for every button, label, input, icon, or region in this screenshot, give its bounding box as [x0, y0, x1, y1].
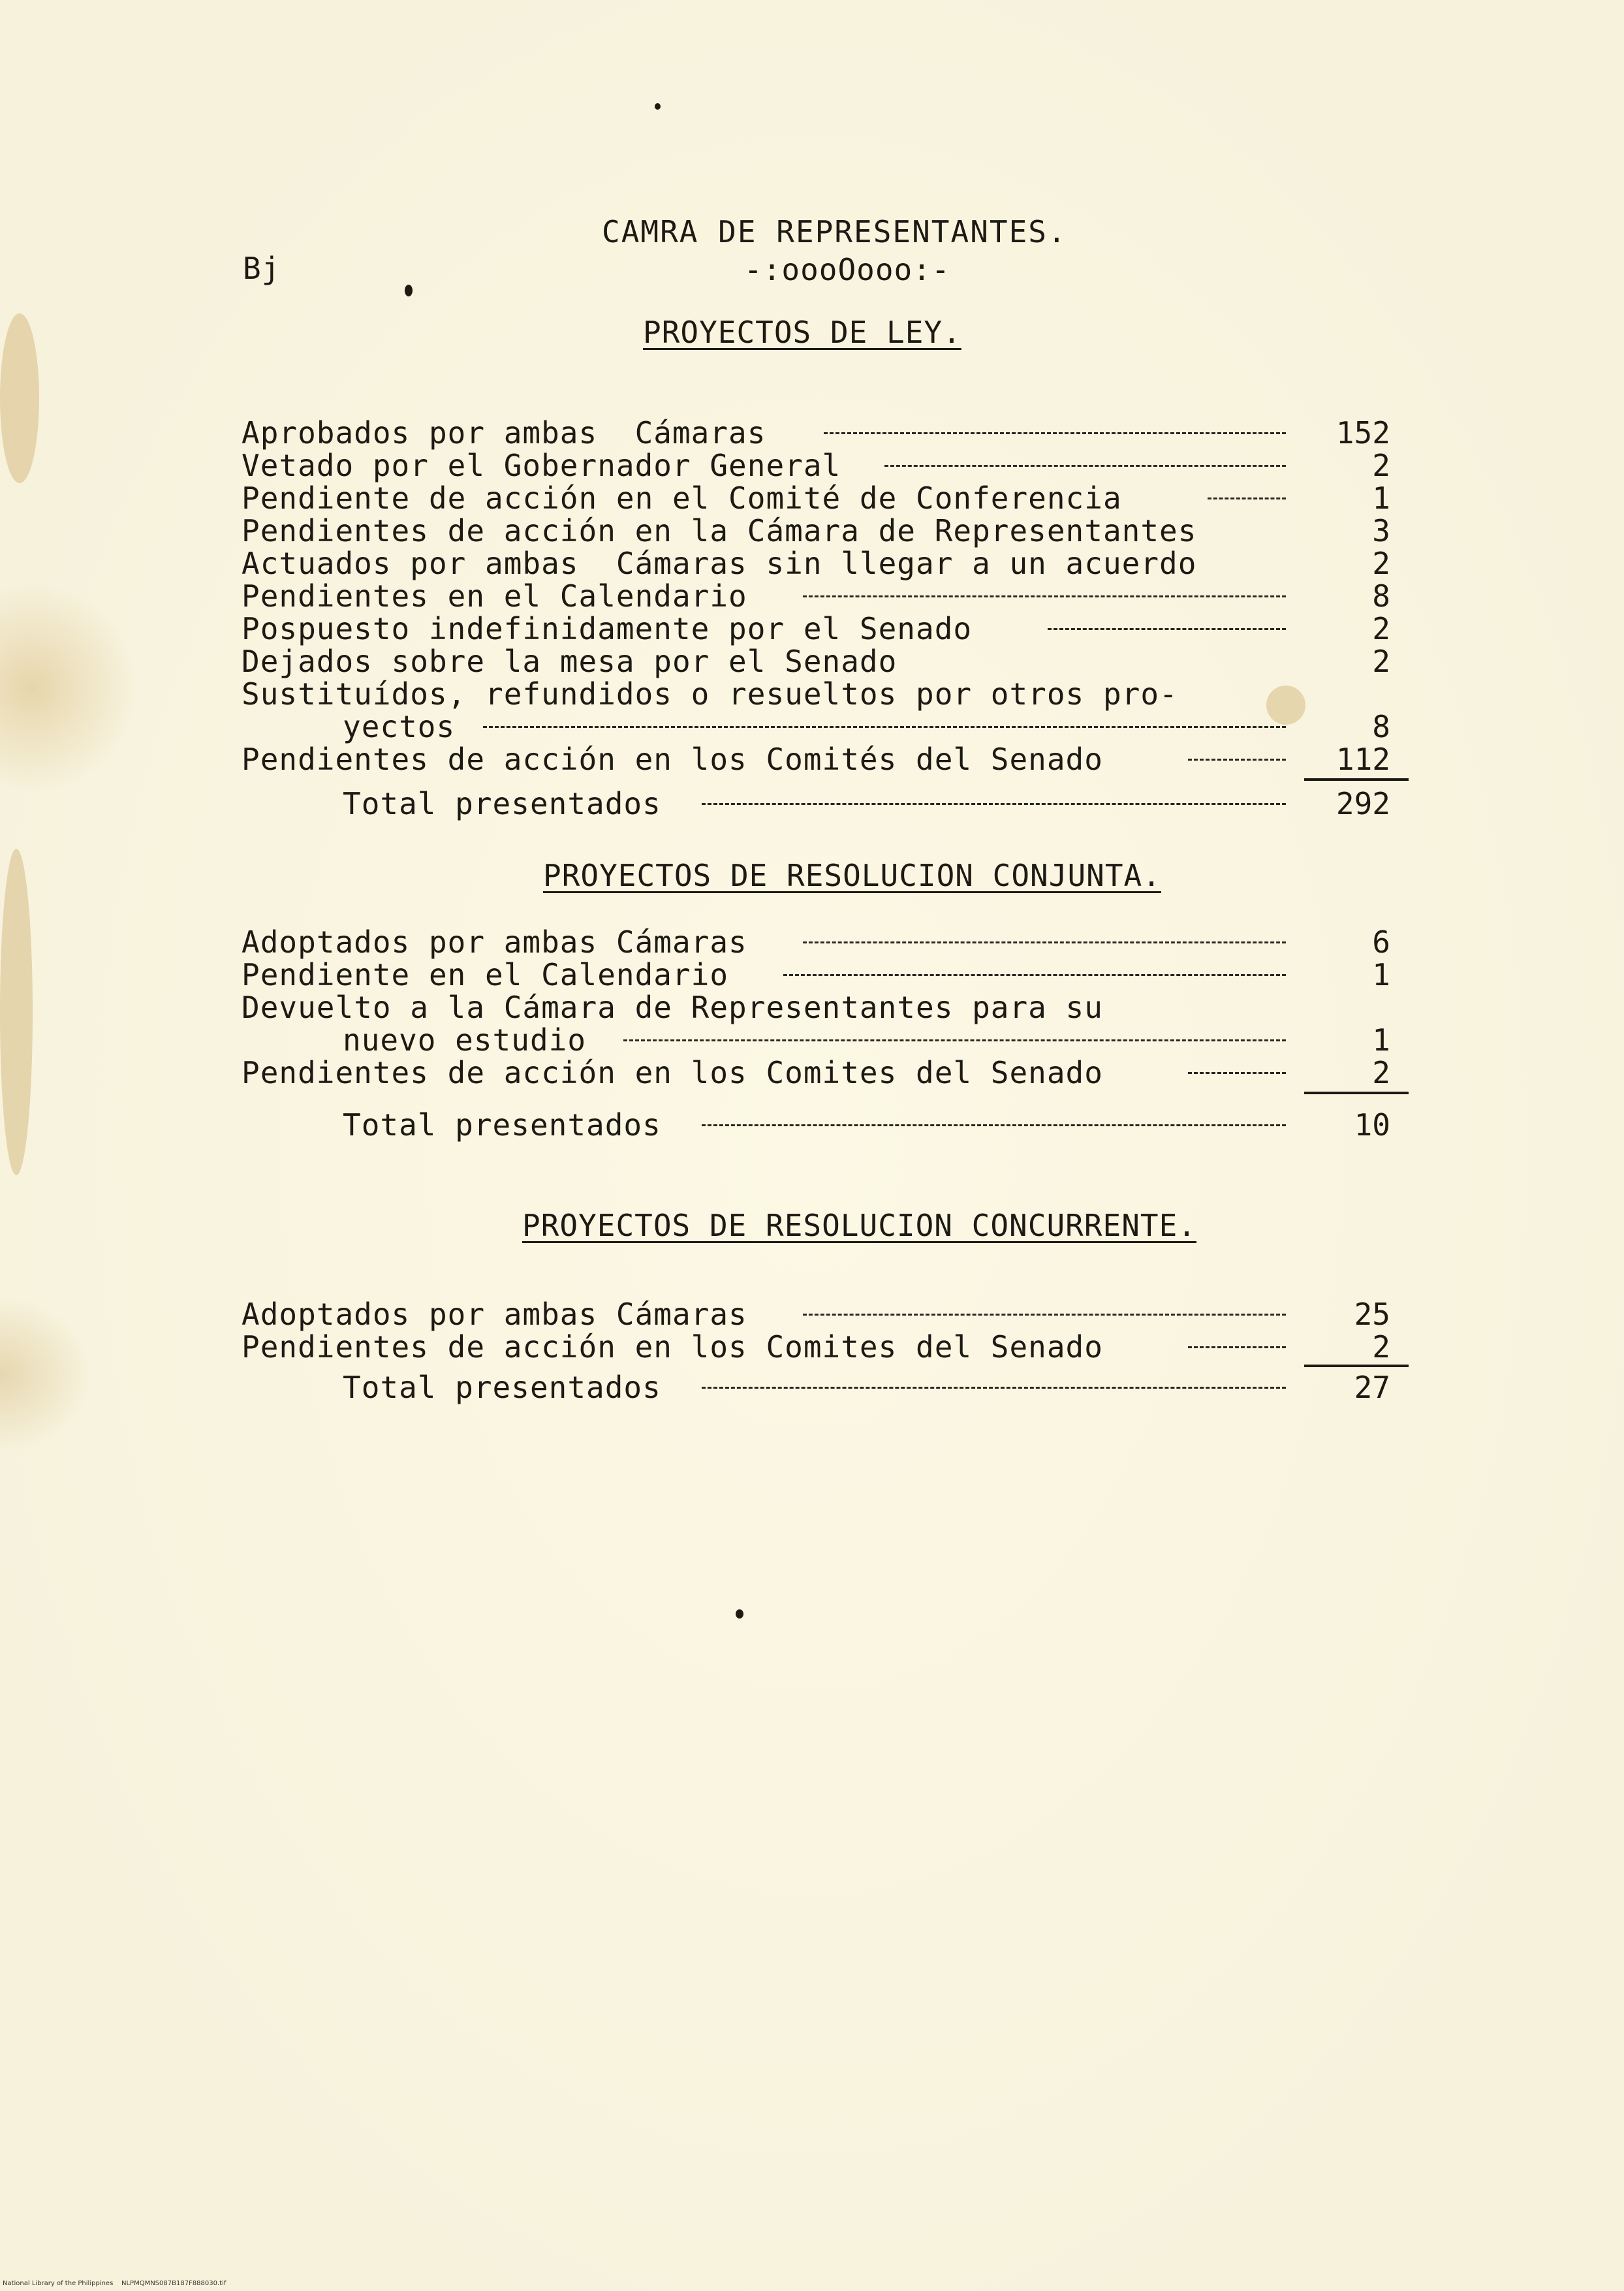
leader-line [803, 595, 1286, 597]
item-value: 2 [1372, 644, 1390, 679]
total-value: 292 [1335, 786, 1390, 821]
list-item [242, 481, 1390, 516]
item-value: 2 [1372, 448, 1390, 483]
list-item [242, 924, 1390, 960]
item-value: 2 [1372, 611, 1390, 646]
archive-footer: National Library of the Philippines NLPMQMNS087B187F888030.tif [3, 2280, 226, 2287]
paper-stain [0, 313, 39, 483]
list-item [242, 1329, 1390, 1365]
ink-speck [655, 103, 661, 110]
item-label: Adoptados por ambas Cámaras [242, 1297, 747, 1332]
total-value: 27 [1354, 1370, 1390, 1405]
list-item [242, 448, 1390, 481]
item-label: Pendientes de acción en la Cámara de Representantes [242, 513, 1197, 548]
leader-line [483, 726, 1286, 728]
list-item [242, 415, 1390, 448]
item-value: 25 [1354, 1297, 1390, 1332]
list-item [242, 1055, 1390, 1088]
leader-line [623, 1039, 1286, 1041]
item-label: Pendiente en el Calendario [242, 957, 729, 992]
item-label: Pendiente de acción en el Comité de Conferencia [242, 481, 1122, 516]
leader-line [702, 803, 1286, 805]
total-label: Total presentados [343, 786, 661, 821]
list-item [242, 676, 1390, 712]
leader-line [1048, 628, 1286, 630]
leader-line [824, 432, 1286, 434]
list-item [242, 1297, 1390, 1332]
item-value: 2 [1372, 1055, 1390, 1090]
item-label: Dejados sobre la mesa por el Senado [242, 644, 898, 679]
item-label: Pendientes de acción en los Comites del Senado [242, 1055, 1103, 1090]
item-value: 2 [1372, 546, 1390, 581]
item-label: Pendientes en el Calendario [242, 578, 747, 614]
item-label-continuation: nuevo estudio [343, 1022, 587, 1058]
item-label: Sustituídos, refundidos o resueltos por otros pro- [242, 676, 1178, 712]
leader-line [1208, 498, 1286, 499]
ink-speck [736, 1609, 743, 1619]
item-value: 6 [1372, 924, 1390, 960]
item-label: Pospuesto indefinidamente por el Senado [242, 611, 973, 646]
list-item [242, 513, 1390, 546]
title-divider: -:oooOooo:- [744, 252, 950, 287]
leader-line [1188, 1346, 1286, 1348]
list-item [242, 546, 1390, 581]
total-label: Total presentados [343, 1107, 661, 1143]
total-value: 10 [1354, 1107, 1390, 1143]
item-label: Adoptados por ambas Cámaras [242, 924, 747, 960]
item-value: 152 [1335, 415, 1390, 450]
leader-line [702, 1124, 1286, 1126]
total-label: Total presentados [343, 1370, 661, 1405]
leader-line [803, 941, 1286, 943]
item-label: Vetado por el Gobernador General [242, 448, 841, 483]
leader-line [783, 974, 1286, 976]
total-row [242, 1107, 1390, 1143]
list-item [242, 742, 1390, 777]
total-rule [1304, 1092, 1409, 1094]
list-item-continuation [242, 1022, 1390, 1058]
total-rule [1304, 1365, 1409, 1367]
item-label: Devuelto a la Cámara de Representantes para su [242, 990, 1103, 1025]
list-item [242, 990, 1390, 1025]
total-rule [1304, 778, 1409, 781]
list-item [242, 578, 1390, 614]
list-item [242, 957, 1390, 990]
list-item-continuation [242, 709, 1390, 742]
list-item [242, 644, 1390, 679]
item-label-continuation: yectos [343, 709, 456, 744]
total-row [242, 1370, 1390, 1405]
leader-line [1188, 1072, 1286, 1074]
leader-line [1188, 759, 1286, 761]
item-value: 8 [1372, 709, 1390, 744]
ink-speck [405, 285, 413, 296]
item-label: Actuados por ambas Cámaras sin llegar a un acuerdo [242, 546, 1197, 581]
item-value: 112 [1335, 742, 1390, 777]
corner-mark: Bj [243, 251, 281, 286]
paper-stain [0, 849, 33, 1175]
leader-line [803, 1314, 1286, 1316]
page-title: CAMRA DE REPRESENTANTES. [602, 214, 1067, 249]
item-value: 1 [1372, 1022, 1390, 1058]
leader-line [884, 465, 1286, 467]
item-value: 2 [1372, 1329, 1390, 1365]
item-label: Pendientes de acción en los Comités del Senado [242, 742, 1103, 777]
item-value: 8 [1372, 578, 1390, 614]
section-heading-resolucion-concurrente: PROYECTOS DE RESOLUCION CONCURRENTE. [522, 1208, 1196, 1243]
item-label: Aprobados por ambas Cámaras [242, 415, 766, 450]
total-row [242, 786, 1390, 819]
item-label: Pendientes de acción en los Comites del Senado [242, 1329, 1103, 1365]
leader-line [702, 1387, 1286, 1389]
item-value: 1 [1372, 957, 1390, 992]
item-value: 1 [1372, 481, 1390, 516]
list-item [242, 611, 1390, 644]
section-heading-proyectos-de-ley: PROYECTOS DE LEY. [643, 315, 961, 350]
item-value: 3 [1372, 513, 1390, 548]
section-heading-resolucion-conjunta: PROYECTOS DE RESOLUCION CONJUNTA. [543, 858, 1161, 893]
